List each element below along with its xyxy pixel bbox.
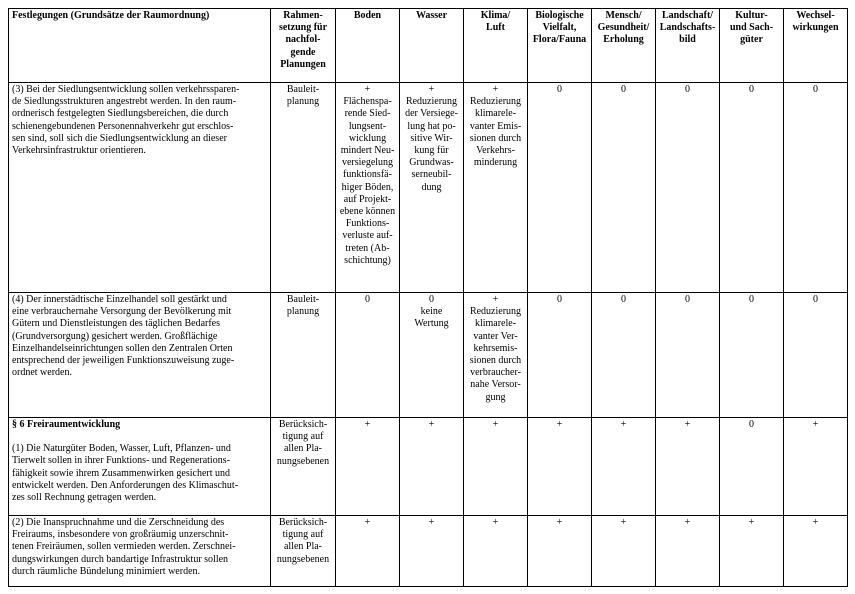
boden-cell: +: [336, 516, 400, 587]
mensch-cell: 0: [592, 293, 656, 418]
wechsel-cell: 0: [784, 83, 848, 293]
boden-cell: + Flächenspa- rende Sied- lungsent- wicklung mindert Neu- versiegelung funktionsfä- higer Böden, auf Projekt- ebene können Funktions- verluste auf- treten (Ab- schichtung): [336, 83, 400, 293]
klima-cell: + Reduzierung klimarele- vanter Emis- sionen durch Verkehrs- minderung: [464, 83, 528, 293]
boden-cell: +: [336, 418, 400, 516]
landschaft-cell: +: [656, 418, 720, 516]
festlegung-text: § 6 Freiraumentwicklung (1) Die Naturgüter Boden, Wasser, Luft, Pflanzen- und Tierwelt sollen in ihrer Funktions- und Regenerations- fähigkeit sowie ihrem Zusammenwirken gesichert und entwickelt werden. Den Anforderungen des Klimaschut- zes soll Rechnung getragen werden.: [9, 418, 271, 516]
header-wechsel: Wechsel- wirkungen: [784, 9, 848, 83]
kultur-cell: 0: [720, 293, 784, 418]
mensch-cell: +: [592, 516, 656, 587]
rahmen-cell: Bauleit- planung: [271, 293, 336, 418]
header-rahmensetzung: Rahmen- setzung für nachfol- gende Planungen: [271, 9, 336, 83]
festlegung-text: (4) Der innerstädtische Einzelhandel soll gestärkt und eine verbrauchernahe Versorgung der Bevölkerung mit Gütern und Dienstleistungen des täglichen Bedarfes (Grundversorgung) gesichert werden. Großflächige Einzelhandelseinrichtungen sollen den Zentralen Orten entsprechend der jeweiligen Funktionszuweisung zuge- ordnet werden.: [9, 293, 271, 418]
rahmen-cell: Berücksich- tigung auf allen Pla- nungsebenen: [271, 516, 336, 587]
kultur-cell: 0: [720, 83, 784, 293]
boden-cell: 0: [336, 293, 400, 418]
klima-cell: +: [464, 516, 528, 587]
mensch-cell: 0: [592, 83, 656, 293]
wasser-cell: 0 keine Wertung: [400, 293, 464, 418]
wechsel-cell: +: [784, 418, 848, 516]
festlegung-text: (2) Die Inanspruchnahme und die Zerschneidung des Freiraums, insbesondere von großräumig unzerschnit- tenen Freiräumen, sollen vermieden werden. Zerschnei- dungswirkungen durch bandartige Infrastruktur sollen durch räumliche Bündelung minimiert werden.: [9, 516, 271, 587]
rahmen-cell: Bauleit- planung: [271, 83, 336, 293]
wasser-cell: +: [400, 516, 464, 587]
wechsel-cell: 0: [784, 293, 848, 418]
festlegung-text: (3) Bei der Siedlungsentwicklung sollen verkehrssparen- de Siedlungsstrukturen angestrebt werden. In den raum- ordnerisch festgelegten Siedlungsbereichen, die durch schienengebundenen Personennahverkehr gut erschlos- sen sind, soll sich die Siedlungsentwicklung an dieser Verkehrsinfrastruktur orientieren.: [9, 83, 271, 293]
table-row: [9, 293, 848, 418]
klima-cell: +: [464, 418, 528, 516]
bio-cell: +: [528, 516, 592, 587]
kultur-cell: 0: [720, 418, 784, 516]
header-mensch: Mensch/ Gesundheit/ Erholung: [592, 9, 656, 83]
wechsel-cell: +: [784, 516, 848, 587]
landschaft-cell: 0: [656, 83, 720, 293]
mensch-cell: +: [592, 418, 656, 516]
wasser-cell: + Reduzierung der Versiege- lung hat po- sitive Wir- kung für Grundwas- serneubil- dung: [400, 83, 464, 293]
header-row: [9, 9, 848, 83]
header-klima: Klima/ Luft: [464, 9, 528, 83]
header-bio: Biologische Vielfalt, Flora/Fauna: [528, 9, 592, 83]
header-landschaft: Landschaft/ Landschafts- bild: [656, 9, 720, 83]
landschaft-cell: +: [656, 516, 720, 587]
assessment-table: [8, 8, 848, 587]
header-boden: Boden: [336, 9, 400, 83]
rahmen-cell: Berücksich- tigung auf allen Pla- nungsebenen: [271, 418, 336, 516]
table-row: [9, 418, 848, 516]
landschaft-cell: 0: [656, 293, 720, 418]
kultur-cell: +: [720, 516, 784, 587]
header-wasser: Wasser: [400, 9, 464, 83]
table-row: [9, 516, 848, 587]
wasser-cell: +: [400, 418, 464, 516]
bio-cell: 0: [528, 83, 592, 293]
table-row: [9, 83, 848, 293]
header-kultur: Kultur- und Sach- güter: [720, 9, 784, 83]
klima-cell: + Reduzierung klimarele- vanter Ver- kehrsemis- sionen durch verbraucher- nahe Versor- gung: [464, 293, 528, 418]
section-heading: § 6 Freiraumentwicklung: [12, 419, 121, 430]
header-festlegungen: Festlegungen (Grundsätze der Raumordnung): [9, 9, 271, 83]
bio-cell: +: [528, 418, 592, 516]
bio-cell: 0: [528, 293, 592, 418]
